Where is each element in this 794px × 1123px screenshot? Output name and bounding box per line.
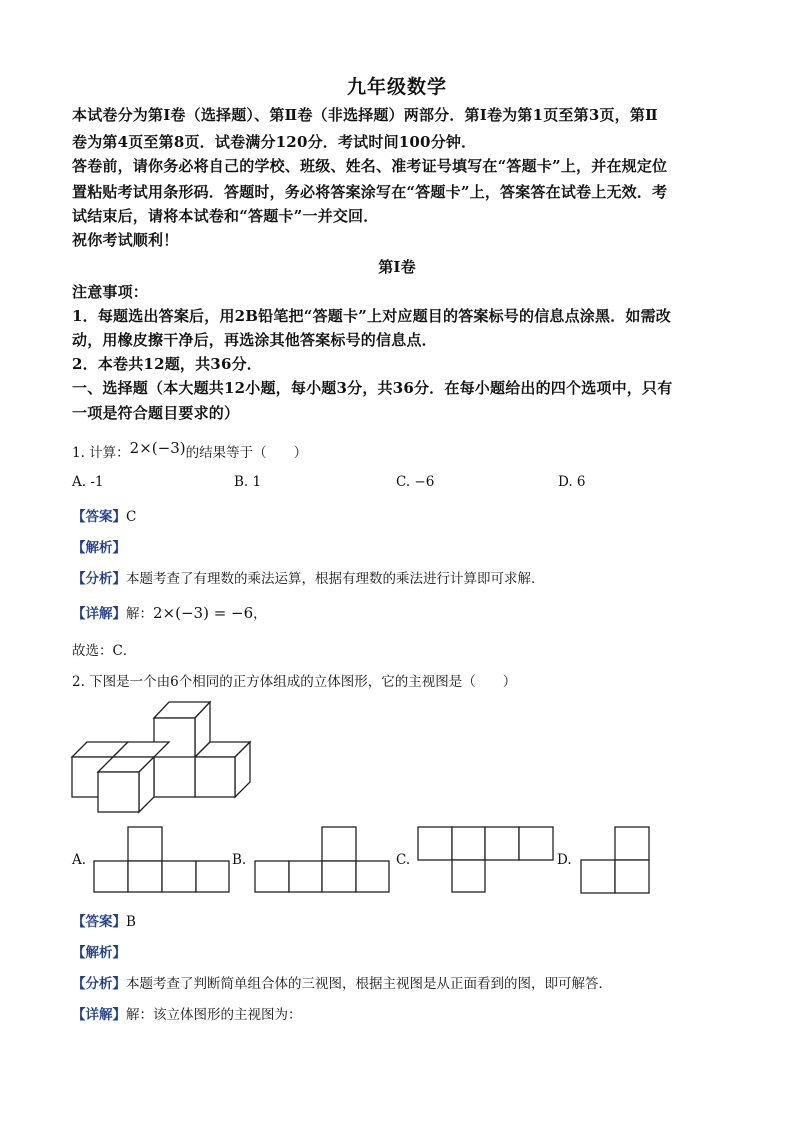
q1-fenxi-text: 本题考查了有理数的乘法运算，根据有理数的乘法进行计算即可求解． <box>126 571 545 587</box>
q1-option-b: B. 1 <box>234 474 262 490</box>
q2-answer-tag: 【答案】 <box>72 914 126 930</box>
intro-line-6: 祝你考试顺利！ <box>72 231 179 249</box>
q1-stem-suffix: 的结果等于（ ） <box>185 445 308 461</box>
note-2: 2．本卷共12题，共36分． <box>72 355 262 373</box>
q1-detail-math: 2×(−3) = −6 <box>153 604 254 622</box>
q1-detail-prefix: 解： <box>126 606 153 622</box>
part-one-line-2: 一项是符合题目要求的） <box>72 404 240 422</box>
part-one-line-1: 一、选择题（本大题共12小题，每小题3分，共36分．在每小题给出的四个选项中，只有 <box>72 379 673 397</box>
intro-line-3: 答卷前，请你务必将自己的学校、班级、姓名、准考证号填写在“答题卡”上，并在规定位 <box>72 157 668 175</box>
q2-fenxi <box>72 972 612 992</box>
q1-detail-tag: 【详解】 <box>72 606 126 622</box>
q2-option-d-label: D. <box>557 852 572 868</box>
q1-stem-math: 2×(−3) <box>129 439 186 457</box>
q1-detail-suffix: ， <box>253 606 267 622</box>
q2-answer <box>72 910 136 930</box>
note-1-line-1: 1．每题选出答案后，用2B铅笔把“答题卡”上对应题目的答案标号的信息点涂黑．如需改 <box>72 307 672 325</box>
q2-analysis-tag: 【解析】 <box>72 945 126 961</box>
intro-line-1: 本试卷分为第Ⅰ卷（选择题）、第Ⅱ卷（非选择题）两部分．第Ⅰ卷为第1页至第3页，第Ⅱ <box>72 106 658 124</box>
q1-option-a: A. -1 <box>72 474 104 490</box>
section-heading: 第Ⅰ卷 <box>378 258 416 276</box>
q1-analysis-tag: 【解析】 <box>72 540 126 556</box>
q1-answer-value: C <box>126 509 137 525</box>
q2-stem: 2. 下图是一个由6个相同的正方体组成的立体图形，它的主视图是（ ） <box>72 674 517 690</box>
page-title: 九年级数学 <box>346 76 447 98</box>
intro-line-4: 置粘贴考试用条形码．答题时，务必将答案涂写在“答题卡”上，答案答在试卷上无效．考 <box>72 183 668 201</box>
q1-answer-tag: 【答案】 <box>72 509 126 525</box>
q1-fenxi-tag: 【分析】 <box>72 571 126 587</box>
q2-detail <box>72 1003 302 1023</box>
q1-option-d: D. 6 <box>558 474 586 490</box>
q2-fenxi-text: 本题考查了判断简单组合体的三视图，根据主视图是从正面看到的图，即可解答． <box>126 976 612 992</box>
note-1-line-2: 动，用橡皮擦干净后，再选涂其他答案标号的信息点． <box>72 331 437 349</box>
notes-title: 注意事项： <box>72 283 149 301</box>
q2-answer-value: B <box>126 914 136 930</box>
q1-option-c: C. −6 <box>396 474 435 490</box>
q2-detail-tag: 【详解】 <box>72 1007 126 1023</box>
q2-option-b-label: B. <box>232 852 247 868</box>
intro-line-5: 试结束后，请将本试卷和“答题卡”一并交回． <box>72 207 379 225</box>
q1-conclusion: 故选：C． <box>72 643 137 659</box>
q2-option-a-label: A. <box>72 852 87 868</box>
q2-fenxi-tag: 【分析】 <box>72 976 126 992</box>
q1-stem-prefix: 1. 计算： <box>72 445 130 461</box>
q2-analysis <box>72 941 126 961</box>
intro-line-2: 卷为第4页至第8页．试卷满分120分．考试时间100分钟． <box>72 133 477 151</box>
q2-option-c-label: C. <box>396 852 411 868</box>
q2-detail-text: 解：该立体图形的主视图为： <box>126 1007 302 1023</box>
